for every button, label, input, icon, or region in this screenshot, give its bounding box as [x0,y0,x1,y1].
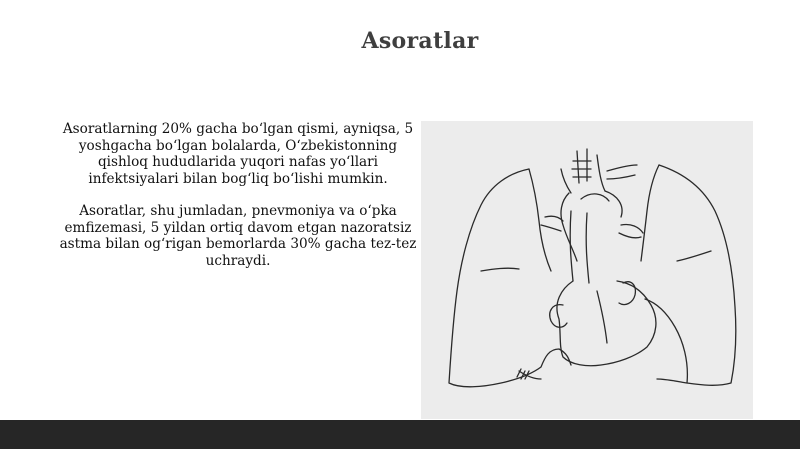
slide-body [52,121,424,269]
paragraph-1: Asoratlarning 20% gacha bo‘lgan qismi, ayniqsa, 5 yoshgacha bo‘lgan bolalarda, O‘zbekistonning qishloq hududlarida yuqori nafas yo‘llari infektsiyalari bilan bog‘liq bo‘lishi mumkin. [62,121,414,187]
lungs-heart-sketch-icon [421,121,753,419]
paragraph-2: Asoratlar, shu jumladan, pnevmoniya va o‘pka emfizemasi, 5 yildan ortiq davom etgan nazoratsiz astma bilan og‘rigan bemorlarda 30% gacha tez-tez uchraydi. [59,203,417,269]
slide-title: Asoratlar [361,28,479,54]
lungs-heart-illustration [421,121,753,419]
footer-bar [0,420,800,449]
